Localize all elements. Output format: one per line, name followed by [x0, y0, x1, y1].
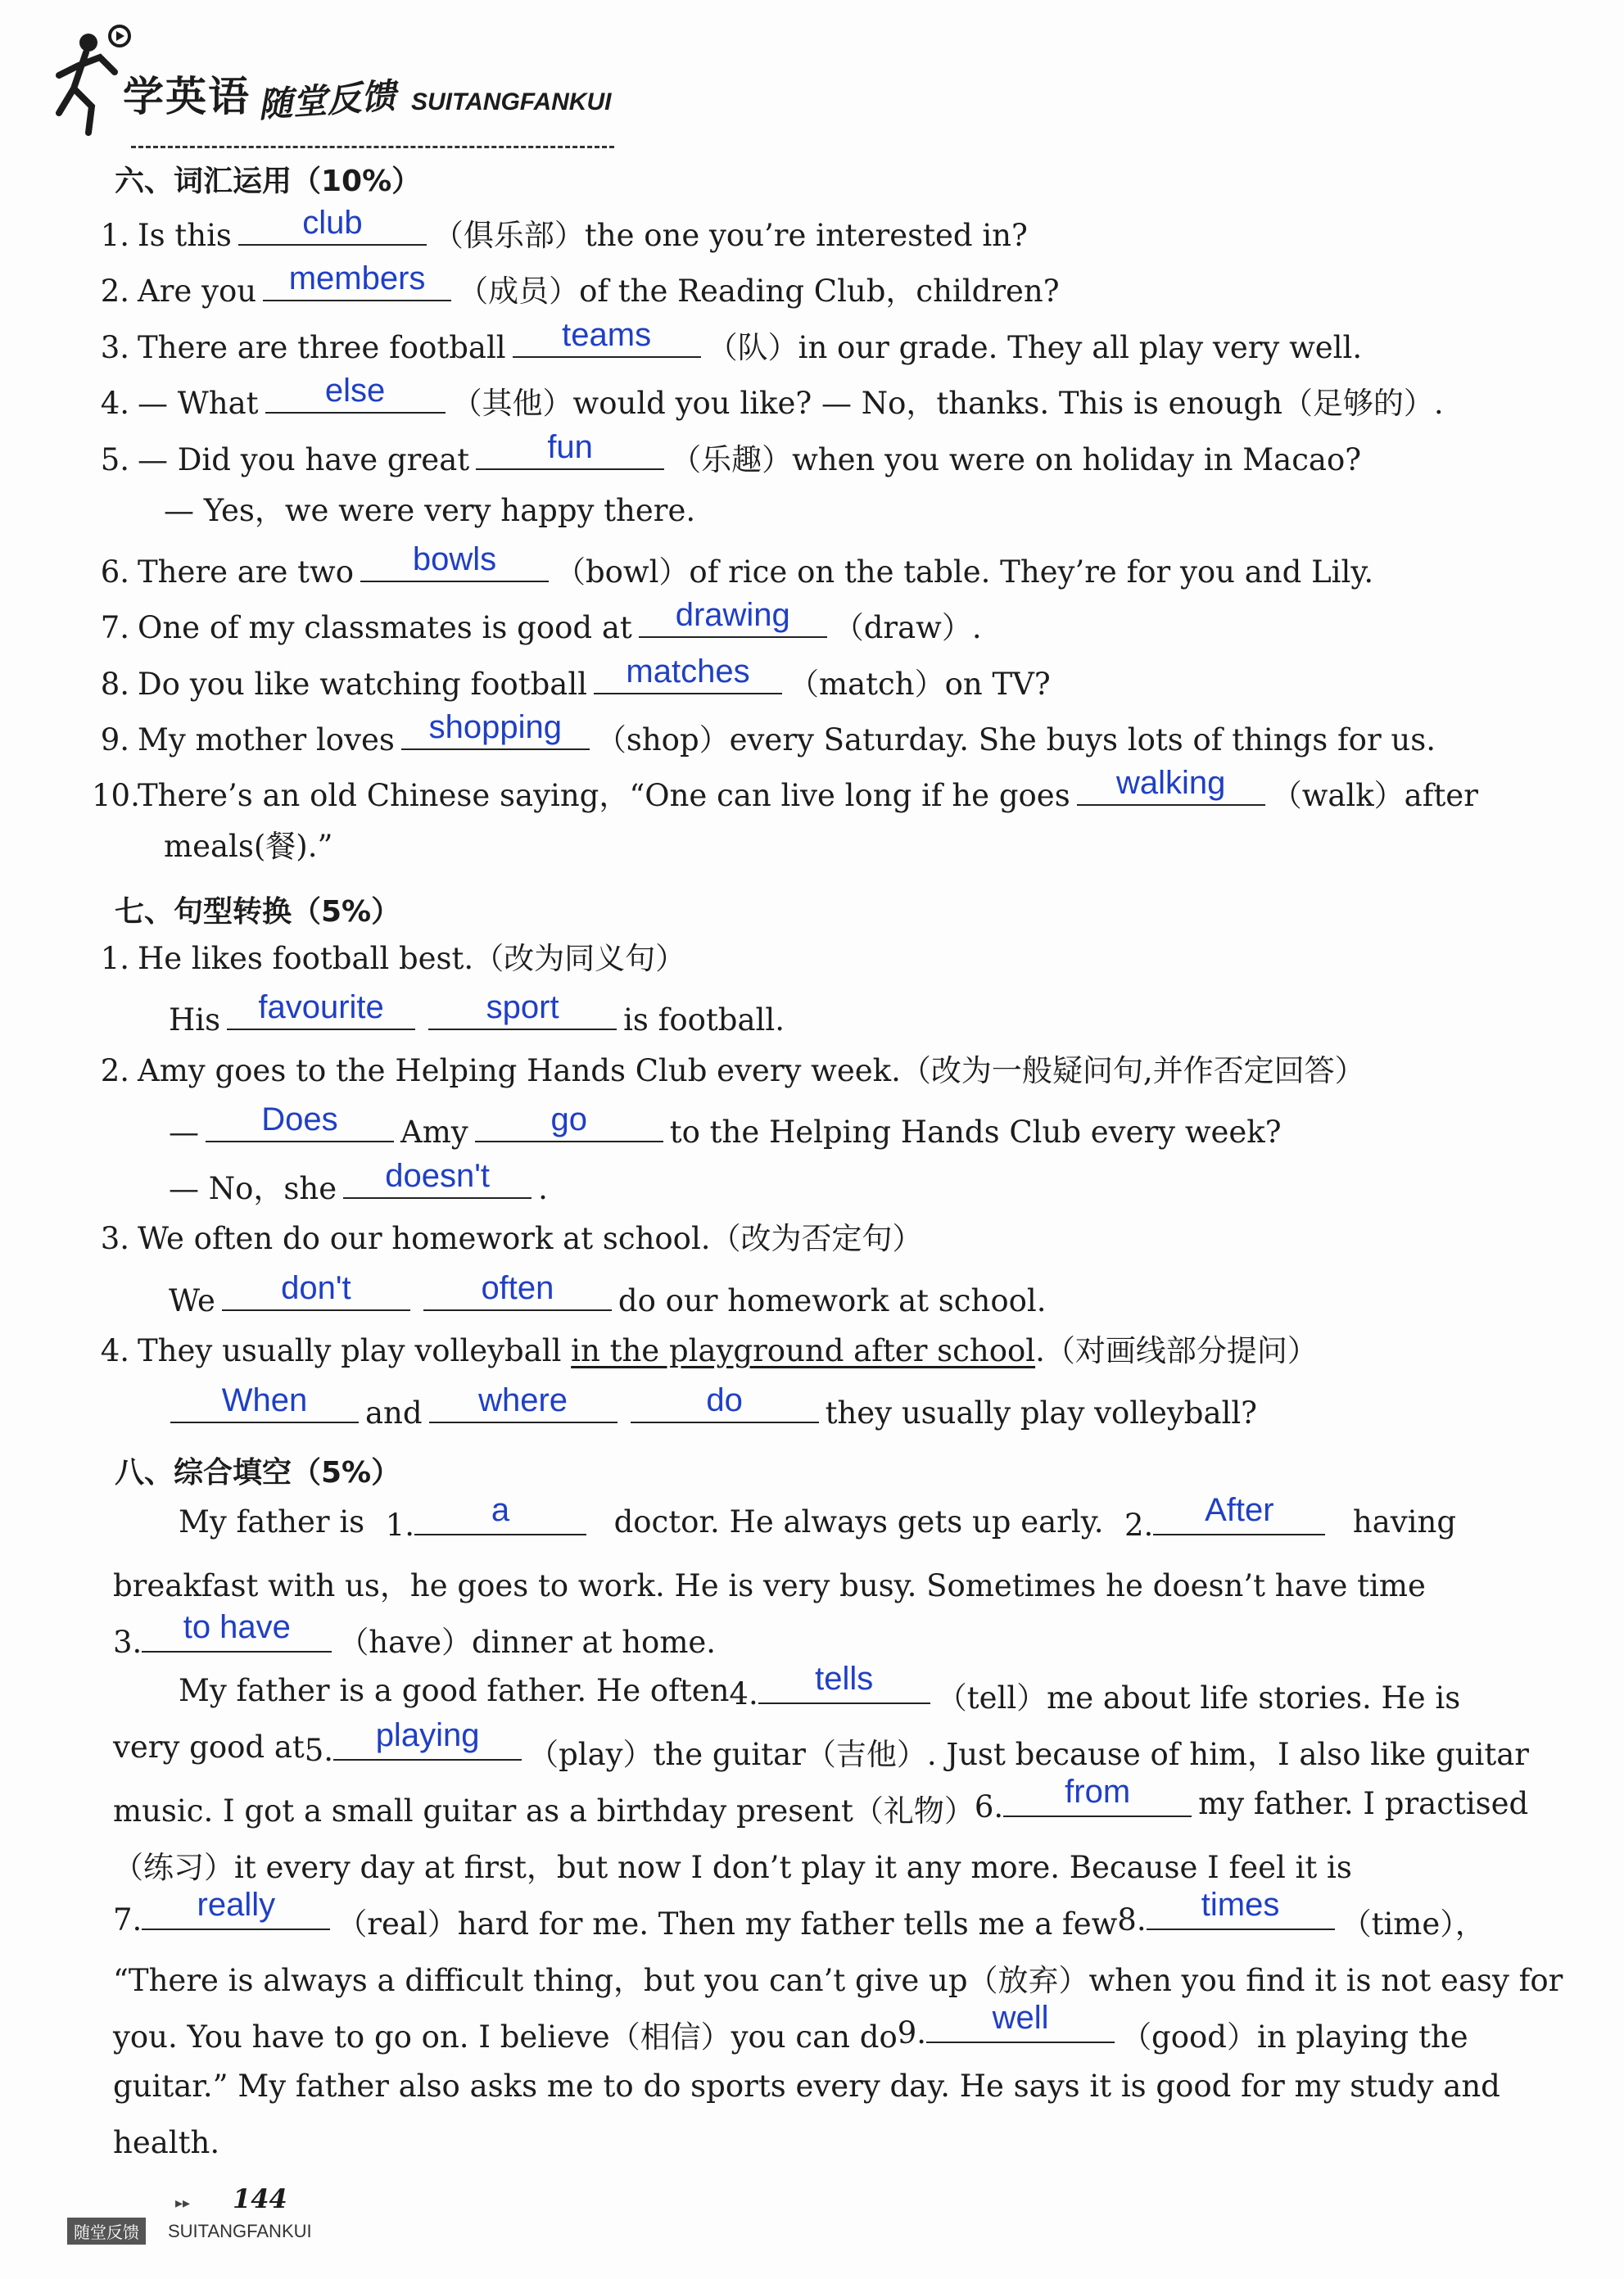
item-text: — What [138, 386, 259, 421]
answer-text: fun [547, 429, 593, 465]
answer-line-text: and [365, 1395, 423, 1431]
answer-text: else [324, 373, 386, 409]
s7-q4-answer-line [164, 1382, 1258, 1431]
answer-blank[interactable] [475, 1101, 663, 1142]
item-number: 9. [100, 722, 129, 757]
s8-paragraph-2 [113, 1661, 1563, 2182]
cloze-slot [304, 1717, 528, 1786]
cloze-number: 6. [974, 1789, 1004, 1825]
s7-q2-reply-line [169, 1158, 548, 1206]
prompt-text: We often do our homework at school.（改为否定句） [138, 1221, 923, 1256]
s7-q1-answer-line [169, 989, 785, 1038]
answer-blank[interactable] [1147, 1887, 1335, 1930]
item-text: There are three football [138, 330, 506, 365]
para-text: （have）dinner at home. [338, 1625, 717, 1660]
item-text: One of my classmates is good at [138, 610, 632, 645]
item-number: 4. [100, 1333, 129, 1368]
para-line [113, 1774, 1529, 1843]
para-text: （play）the guitar（吉他）. Just because of him，I also like guitar [528, 1737, 1529, 1772]
answer-text: teams [562, 317, 652, 353]
para-text: My father is [179, 1504, 365, 1540]
underlined-phrase: in the playground after school [571, 1333, 1036, 1368]
s7-q4-prompt [92, 1333, 1318, 1368]
answer-blank[interactable] [428, 989, 617, 1030]
s7-q1-prompt [92, 943, 685, 974]
answer-blank[interactable] [401, 709, 590, 750]
answer-text: drawing [675, 597, 790, 633]
answer-text: really [197, 1887, 276, 1923]
answer-text: go [550, 1101, 587, 1137]
answer-blank[interactable] [429, 1382, 617, 1423]
page-number: 144 [233, 2183, 287, 2214]
para-line [113, 1661, 1461, 1730]
header-title: 学英语 [123, 73, 251, 120]
answer-line-text: Amy [400, 1115, 468, 1150]
item-number: 3. [100, 330, 129, 365]
s7-q3-prompt [92, 1223, 923, 1254]
item-text: Is this [138, 218, 232, 253]
answer-blank[interactable] [1077, 765, 1265, 806]
answer-blank[interactable] [423, 1270, 612, 1311]
answer-blank[interactable] [631, 1382, 819, 1423]
item-number: 8. [100, 667, 129, 702]
header-subtitle-en: SUITANGFANKUI [411, 88, 612, 115]
para-line [113, 2000, 1468, 2069]
prompt-text: Amy goes to the Helping Hands Club every week.（改为一般疑问句,并作否定回答） [138, 1053, 1365, 1088]
s6-item-10-continuation: meals(餐).” [164, 829, 333, 864]
answer-blank[interactable] [343, 1158, 532, 1199]
item-text: （walk）after [1271, 778, 1478, 813]
item-text: （match）on TV? [789, 667, 1051, 702]
para-line: breakfast with us，he goes to work. He is very busy. Sometimes he doesn’t have time [113, 1568, 1426, 1603]
answer-text: doesn't [385, 1158, 490, 1194]
answer-blank[interactable] [333, 1717, 522, 1761]
para-line: （练习）it every day at first，but now I don’t play it any more. Because I feel it is [113, 1850, 1352, 1885]
cloze-slot [1124, 1492, 1332, 1561]
answer-line-text: is football. [623, 1002, 785, 1038]
answer-blank[interactable] [513, 317, 701, 358]
section-6-title: 六、词汇运用（10%） [115, 165, 422, 198]
answer-blank[interactable] [142, 1887, 330, 1930]
para-line: guitar.” My father also asks me to do sports every day. He says it is good for my study and [113, 2069, 1500, 2104]
item-text: My mother loves [138, 722, 395, 757]
para-text: music. I got a small guitar as a birthday present（礼物） [113, 1793, 975, 1829]
item-number: 1. [100, 218, 129, 253]
para-text: （tell）me about life stories. He is [936, 1680, 1461, 1716]
cloze-number: 1. [385, 1508, 415, 1543]
answer-blank[interactable] [758, 1661, 930, 1704]
answer-line-text: We [169, 1283, 215, 1318]
cloze-number: 4. [729, 1676, 758, 1712]
s6-item-3 [92, 317, 1363, 365]
cloze-number: 9. [897, 2015, 927, 2051]
footer-badge-en: SUITANGFANKUI [168, 2221, 312, 2241]
s6-item-5-continuation: — Yes，we were very happy there. [164, 493, 696, 528]
answer-text: matches [626, 653, 750, 690]
item-text: （成员）of the Reading Club，children? [458, 274, 1060, 309]
para-text: having [1352, 1504, 1456, 1540]
answer-text: club [302, 205, 363, 241]
s6-item-10 [92, 765, 1478, 813]
item-number: 5. [100, 442, 129, 477]
prompt-text: He likes football best.（改为同义句） [138, 941, 686, 976]
item-number: 3. [100, 1221, 129, 1256]
answer-blank[interactable] [265, 373, 446, 414]
s7-q2-prompt [92, 1053, 1365, 1088]
footer-badge: 随堂反馈 [67, 2218, 146, 2245]
answer-text: Does [261, 1101, 338, 1137]
para-text: very good at [113, 1730, 305, 1765]
para-line: health. [113, 2125, 220, 2160]
answer-blank[interactable] [594, 653, 782, 694]
cloze-slot [1117, 1887, 1341, 1956]
para-text: My father is a good father. He often [179, 1673, 730, 1708]
para-line [113, 1717, 1529, 1786]
item-text: There are two [138, 554, 354, 590]
cloze-slot [113, 1887, 337, 1956]
s6-item-9 [92, 709, 1436, 757]
item-number: 4. [100, 386, 129, 421]
answer-line-text: — No，she [169, 1171, 337, 1206]
answer-text: shopping [428, 709, 563, 745]
runner-icon [41, 25, 131, 139]
prompt-text: They usually play volleyball [138, 1333, 562, 1368]
cloze-number: 3. [113, 1625, 142, 1660]
s6-item-7 [92, 597, 982, 645]
answer-blank[interactable] [1153, 1492, 1325, 1535]
answer-blank[interactable] [639, 597, 827, 638]
s8-paragraph-1 [113, 1492, 1456, 1674]
prompt-text: .（对画线部分提问） [1035, 1333, 1318, 1368]
section-8-title: 八、综合填空（5%） [115, 1456, 401, 1490]
item-number: 6. [100, 554, 129, 590]
footer-arrows-icon: ▸▸ [175, 2195, 191, 2212]
header-divider [131, 146, 614, 148]
answer-text: where [478, 1382, 568, 1418]
para-text: （real）hard for me. Then my father tells me a few [337, 1906, 1118, 1942]
answer-text: don't [281, 1270, 351, 1306]
para-line [113, 1887, 1486, 1956]
cloze-slot [897, 2000, 1121, 2069]
answer-line-text: — [169, 1115, 199, 1150]
answer-line-text: . [538, 1171, 548, 1206]
answer-line-text: they usually play volleyball? [825, 1395, 1258, 1431]
s6-item-4 [92, 373, 1444, 421]
s7-q3-answer-line [169, 1270, 1047, 1318]
item-number: 2. [100, 274, 129, 309]
item-text: （其他）would you like? — No，thanks. This is enough（足够的）. [451, 386, 1444, 421]
answer-blank[interactable] [414, 1492, 586, 1535]
item-number: 10. [92, 778, 140, 813]
answer-text: sport [486, 989, 559, 1025]
section-7-title: 七、句型转换（5%） [115, 895, 401, 929]
item-text: （shop）every Saturday. She buys lots of things for us. [595, 722, 1436, 757]
answer-blank[interactable] [263, 260, 451, 301]
answer-blank[interactable] [1003, 1774, 1192, 1817]
item-text: （bowl）of rice on the table. They’re for you and Lily. [554, 554, 1374, 590]
page-header [41, 25, 631, 139]
para-text: you. You have to go on. I believe（相信）you can do [113, 2019, 898, 2055]
item-number: 2. [100, 1053, 129, 1088]
item-text: There’s an old Chinese saying，“One can live long if he goes [138, 778, 1070, 813]
cloze-number: 7. [113, 1902, 142, 1938]
item-text: （乐趣）when you were on holiday in Macao? [671, 442, 1362, 477]
header-subtitle: 随堂反馈 [256, 75, 397, 125]
item-text: （队）in our grade. They all play very well. [707, 330, 1363, 365]
cloze-number: 8. [1117, 1902, 1147, 1938]
answer-blank[interactable] [170, 1382, 359, 1423]
answer-text: to have [183, 1609, 291, 1645]
answer-blank[interactable] [206, 1101, 394, 1142]
answer-text: walking [1116, 765, 1226, 801]
answer-text: times [1201, 1887, 1280, 1923]
answer-text: from [1065, 1774, 1131, 1810]
cloze-number: 5. [304, 1733, 334, 1768]
answer-text: bowls [412, 541, 497, 577]
s6-item-2 [92, 260, 1060, 309]
answer-text: members [288, 260, 426, 296]
item-text: — Did you have great [138, 442, 470, 477]
cloze-number: 2. [1124, 1508, 1154, 1543]
para-text: （time）， [1341, 1906, 1486, 1942]
answer-line-text: do our homework at school. [617, 1283, 1047, 1318]
cloze-slot [729, 1661, 936, 1730]
s6-item-8 [92, 653, 1051, 702]
answer-text: When [221, 1382, 308, 1418]
s6-item-1 [92, 205, 1028, 253]
s6-item-6 [92, 541, 1374, 590]
cloze-slot [385, 1492, 593, 1561]
item-number: 7. [100, 610, 129, 645]
item-text: Do you like watching football [138, 667, 588, 702]
answer-blank[interactable] [238, 205, 427, 246]
para-text: doctor. He always gets up early. [613, 1504, 1104, 1540]
answer-line-text: His [169, 1002, 221, 1038]
answer-text: a [491, 1492, 510, 1528]
answer-text: favourite [258, 989, 384, 1025]
item-text: （俱乐部）the one you’re interested in? [432, 218, 1028, 253]
s6-item-5 [92, 429, 1362, 477]
item-text: （draw）. [833, 610, 982, 645]
answer-text: do [706, 1382, 743, 1418]
answer-blank[interactable] [227, 989, 415, 1030]
answer-blank[interactable] [926, 2000, 1115, 2043]
answer-blank[interactable] [476, 429, 664, 470]
para-text: （good）in playing the [1121, 2019, 1468, 2055]
s7-q2-answer-line [169, 1101, 1282, 1150]
item-text: Are you [138, 274, 257, 309]
cloze-slot [974, 1774, 1198, 1843]
answer-blank[interactable] [222, 1270, 410, 1311]
answer-blank[interactable] [142, 1609, 332, 1653]
answer-text: tells [815, 1661, 874, 1697]
answer-text: After [1205, 1492, 1274, 1528]
para-line: “There is always a difficult thing，but you can’t give up（放弃）when you find it is not easy for [113, 1963, 1563, 1998]
para-line [113, 1492, 1456, 1561]
para-text: my father. I practised [1198, 1786, 1529, 1821]
answer-line-text: to the Helping Hands Club every week? [669, 1115, 1282, 1150]
answer-blank[interactable] [360, 541, 549, 582]
answer-text: often [481, 1270, 554, 1306]
answer-text: playing [375, 1717, 480, 1753]
item-number: 1. [100, 941, 129, 976]
answer-text: well [992, 2000, 1049, 2036]
